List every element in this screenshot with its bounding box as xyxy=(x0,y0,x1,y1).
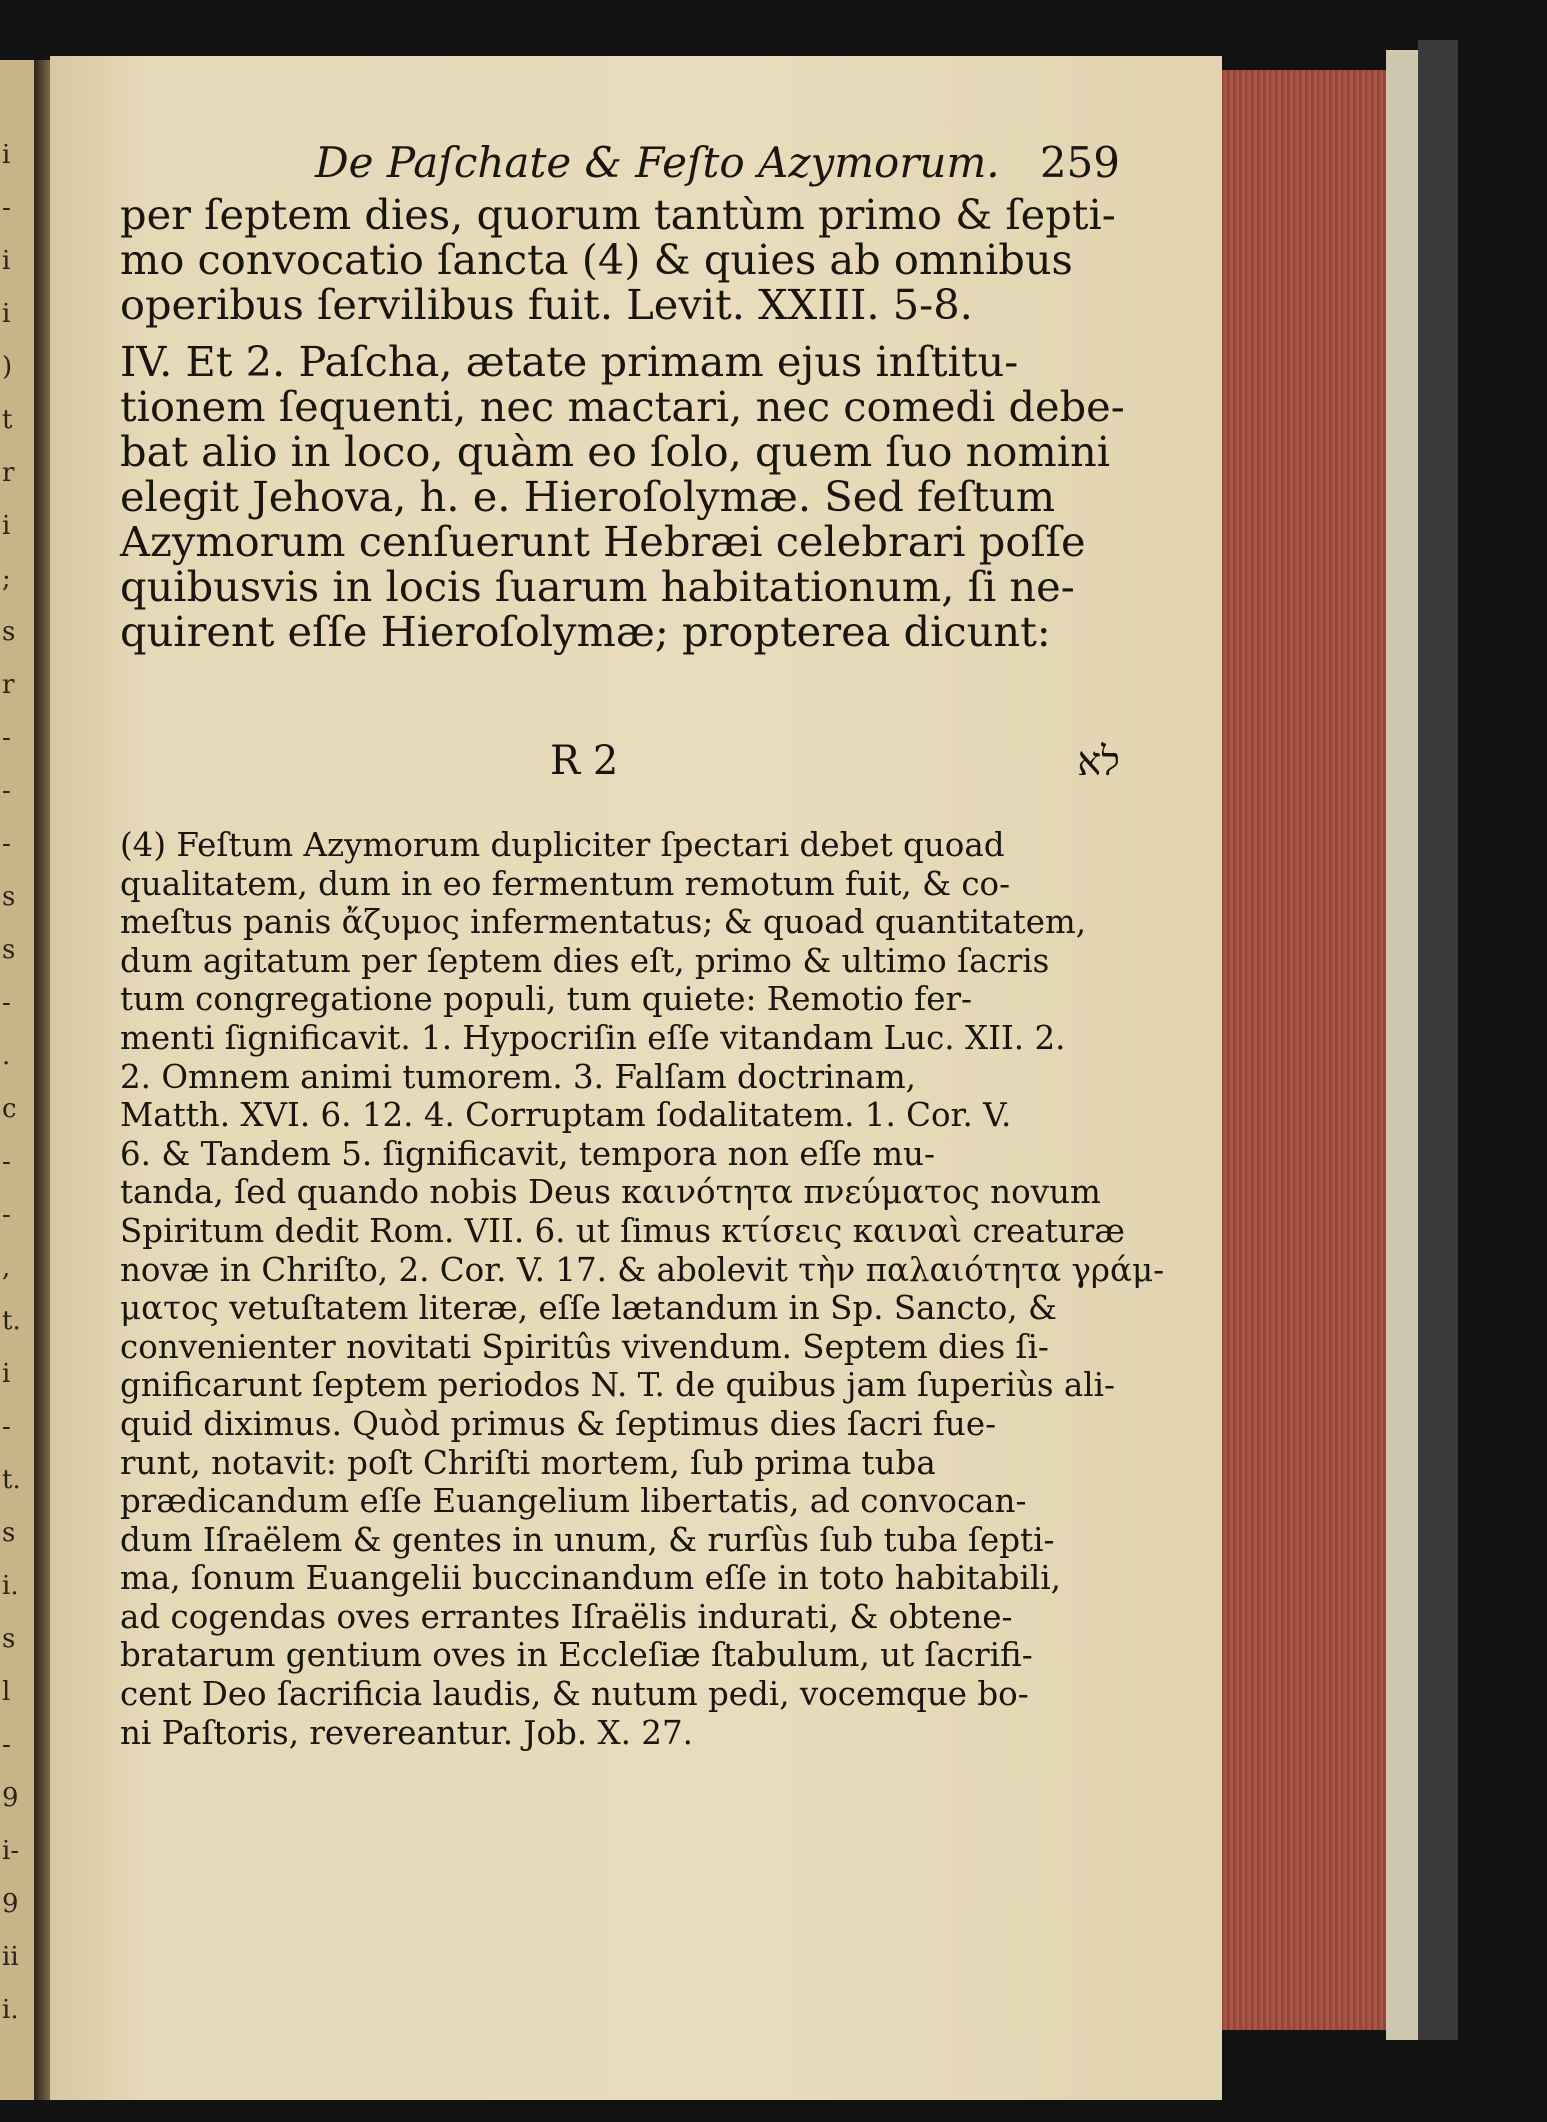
facing-page-fragment: t. xyxy=(2,1306,21,1336)
facing-page-fragment: - xyxy=(2,776,11,806)
facing-page-fragment: t xyxy=(2,405,13,435)
footnote-line: Spiritum dedit Rom. VII. 6. ut ſimus κτίσεις καιναὶ creaturæ xyxy=(120,1211,1125,1250)
facing-page-fragment: t. xyxy=(2,1465,21,1495)
footnote-line: menti ſignificavit. 1. Hypocriſin eſſe vitandam Luc. XII. 2. xyxy=(120,1018,1066,1057)
facing-page-fragment: i- xyxy=(2,1836,20,1866)
footnote xyxy=(120,826,1165,1752)
facing-page-fragment: i. xyxy=(2,1571,19,1601)
book-gutter xyxy=(34,60,50,2100)
facing-page-fragment: s xyxy=(2,1518,16,1548)
footnote-line: 6. & Tandem 5. ſignificavit, tempora non eſſe mu- xyxy=(120,1134,935,1173)
text-line: operibus ſervilibus fuit. Levit. XXIII. 5-8. xyxy=(120,280,973,329)
facing-page-fragment: 9 xyxy=(2,1889,19,1919)
main-text xyxy=(120,190,1125,656)
footnote-line: novæ in Chriſto, 2. Cor. V. 17. & abolevit τὴν παλαιότητα γράμ- xyxy=(120,1250,1165,1289)
facing-page-fragment: - xyxy=(2,1412,11,1442)
footnote-line: ni Paſtoris, revereantur. Job. X. 27. xyxy=(120,1713,693,1752)
text-line: elegit Jehova, h. e. Hieroſolymæ. Sed feſtum xyxy=(120,472,1056,521)
book-cover-board xyxy=(1386,50,1422,2040)
facing-page-fragment: 9 xyxy=(2,1783,19,1813)
book-cover-edge xyxy=(1418,40,1458,2040)
text-line: Azymorum cenſuerunt Hebræi celebrari poſſe xyxy=(120,517,1086,566)
text-line: IV. Et 2. Paſcha, ætate primam ejus inſtitu- xyxy=(120,337,1019,386)
footnote-line: prædicandum eſſe Euangelium libertatis, ad convocan- xyxy=(120,1482,1027,1521)
facing-page-fragment: - xyxy=(2,723,11,753)
footnote-line: ad cogendas oves errantes Iſraëlis indurati, & obtene- xyxy=(120,1597,1013,1636)
footnote-line: bratarum gentium oves in Eccleſiæ ſtabulum, ut ſacrifi- xyxy=(120,1636,1033,1675)
facing-page-fragment: , xyxy=(2,1253,11,1283)
facing-page-fragment: i xyxy=(2,1359,11,1389)
facing-page-fragment: s xyxy=(2,1624,16,1654)
text-line: bat alio in loco, quàm eo ſolo, quem ſuo nomini xyxy=(120,427,1111,476)
facing-page-fragment: - xyxy=(2,1200,11,1230)
footnote-line: quid diximus. Quòd primus & ſeptimus dies ſacri fue- xyxy=(120,1404,997,1443)
footnote-line: qualitatem, dum in eo fermentum remotum fuit, & co- xyxy=(120,864,1011,903)
facing-page-fragment: s xyxy=(2,617,16,647)
footnote-line: ματος vetuſtatem literæ, eſſe lætandum in Sp. Sancto, & xyxy=(120,1289,1057,1328)
footnote-line: meſtus panis ἄζυμος infermentatus; & quoad quantitatem, xyxy=(120,903,1087,942)
text-line: mo convocatio ſancta (4) & quies ab omnibus xyxy=(120,235,1073,284)
facing-page-fragment: r xyxy=(2,458,15,488)
facing-page-fragment: i xyxy=(2,140,11,170)
facing-page-fragment: - xyxy=(2,829,11,859)
facing-page-fragment: c xyxy=(2,1094,17,1124)
facing-page-fragment: - xyxy=(2,988,11,1018)
footnote-line: convenienter novitati Spiritûs vivendum. Septem dies ſi- xyxy=(120,1327,1049,1366)
footnote-line: dum agitatum per ſeptem dies eſt, primo & ultimo ſacris xyxy=(120,941,1050,980)
facing-page-fragment: - xyxy=(2,1730,11,1760)
facing-page-fragment: r xyxy=(2,670,15,700)
footnote-line: dum Iſraëlem & gentes in unum, & rurſùs ſub tuba ſepti- xyxy=(120,1520,1055,1559)
footnote-line: cent Deo ſacrificia laudis, & nutum pedi, vocemque bo- xyxy=(120,1675,1029,1714)
text-line: tionem ſequenti, nec mactari, nec comedi debe- xyxy=(120,382,1125,431)
facing-page-fragment: i xyxy=(2,246,11,276)
facing-page-fragment: l xyxy=(2,1677,11,1707)
facing-page-fragment: i. xyxy=(2,1995,19,2025)
text-line: quibusvis in locis ſuarum habitationum, ſi ne- xyxy=(120,562,1075,611)
footnote-line: ma, ſonum Euangelii buccinandum eſſe in toto habitabili, xyxy=(120,1559,1061,1598)
running-header xyxy=(120,138,1120,194)
facing-page-fragment: - xyxy=(2,1147,11,1177)
signature-mark: R 2 xyxy=(550,738,619,784)
text-line: quirent eſſe Hieroſolymæ; propterea dicunt: xyxy=(120,607,1051,656)
running-title: De Paſchate & Feſto Azymorum. xyxy=(315,138,1000,187)
footnote-line: tum congregatione populi, tum quiete: Remotio fer- xyxy=(120,980,972,1019)
footnote-line: Matth. XVI. 6. 12. 4. Corruptam ſodalitatem. 1. Cor. V. xyxy=(120,1096,1012,1135)
signature-row xyxy=(120,738,1120,788)
facing-page-fragment: i xyxy=(2,299,11,329)
footnote-line: tanda, ſed quando nobis Deus καινότητα πνεύματος novum xyxy=(120,1173,1101,1212)
footnote-line: 2. Omnem animi tumorem. 3. Falſam doctrinam, xyxy=(120,1057,917,1096)
footnote-line: runt, notavit: poſt Chriſti mortem, ſub prima tuba xyxy=(120,1443,936,1482)
facing-page-fragment: ; xyxy=(2,564,11,594)
facing-page-fragment: s xyxy=(2,935,16,965)
facing-page-fragment: . xyxy=(2,1041,11,1071)
page-number: 259 xyxy=(1039,138,1120,187)
facing-page-fragment: ) xyxy=(2,352,13,382)
facing-page-fragment: ii xyxy=(2,1942,19,1972)
facing-page-fragment: i xyxy=(2,511,11,541)
catchword: לא xyxy=(1077,739,1120,785)
footnote-line: gnificarunt ſeptem periodos N. T. de quibus jam ſuperiùs ali- xyxy=(120,1366,1116,1405)
text-line: per ſeptem dies, quorum tantùm primo & ſepti- xyxy=(120,190,1116,239)
facing-page-fragment: - xyxy=(2,193,11,223)
facing-page-fragment: s xyxy=(2,882,16,912)
page-fore-edge xyxy=(1218,70,1390,2030)
footnote-line: (4) Feſtum Azymorum dupliciter ſpectari debet quoad xyxy=(120,826,1005,864)
